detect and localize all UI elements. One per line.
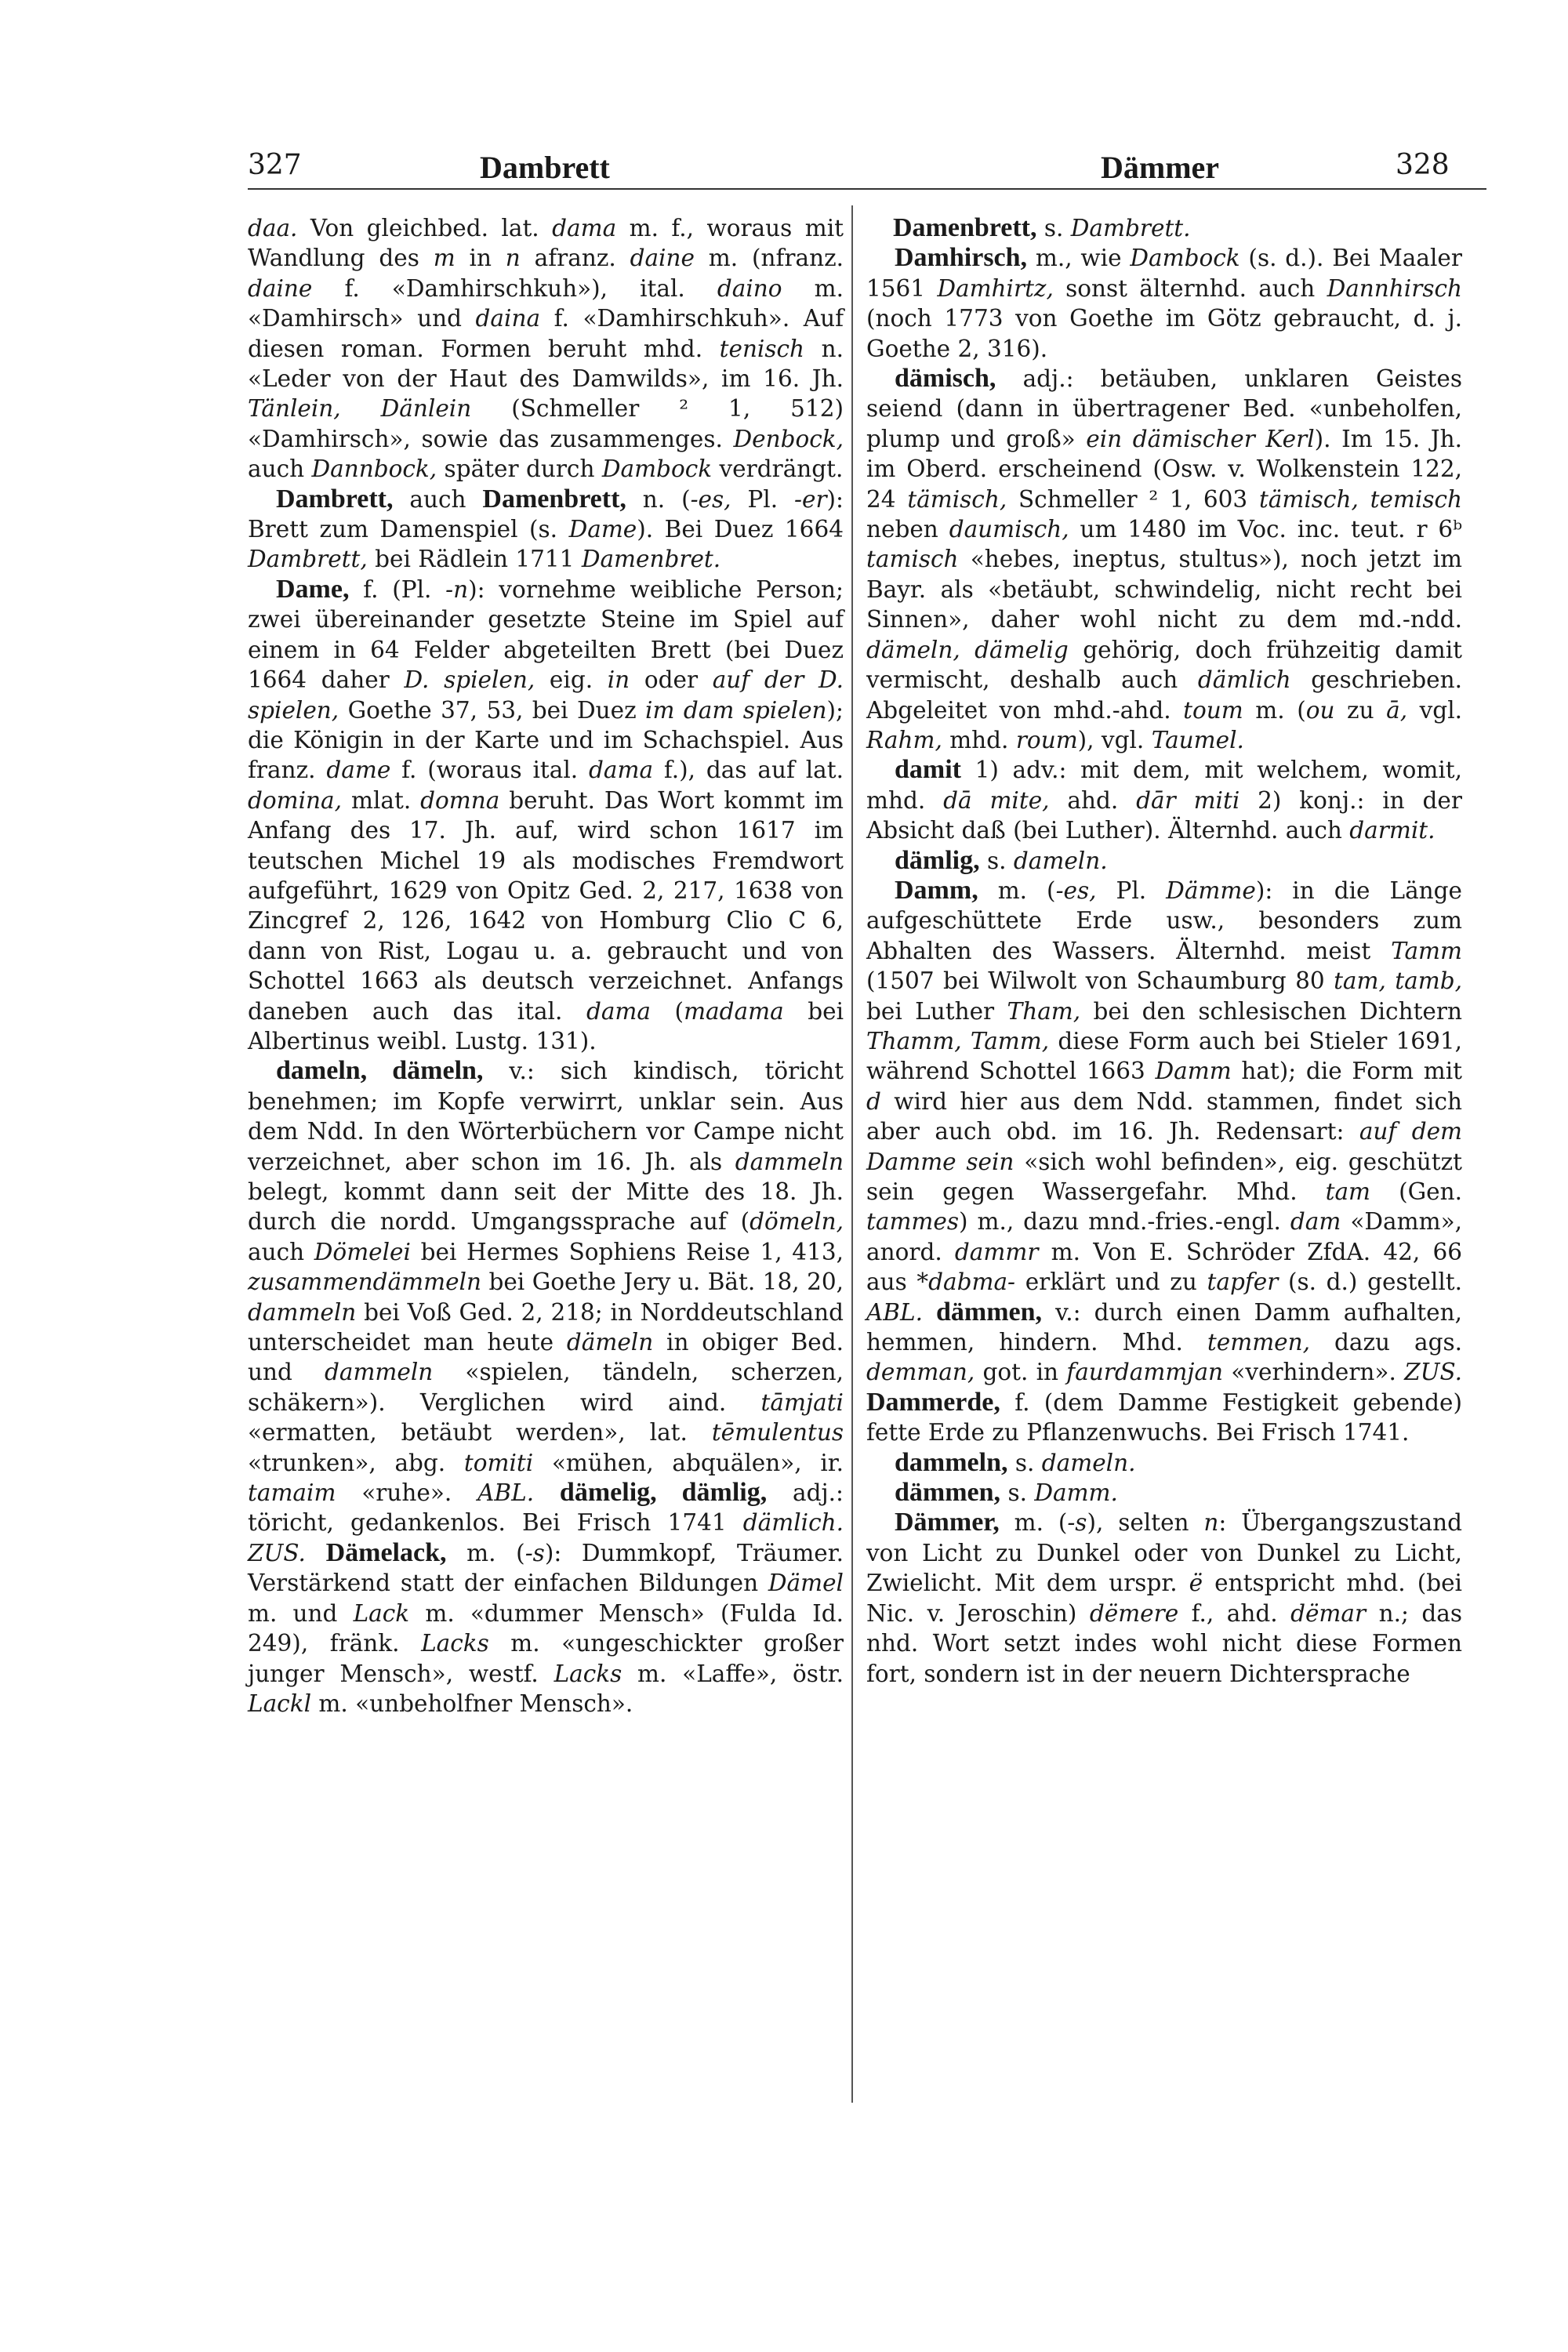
header-rule <box>248 188 1486 190</box>
entry-dammeln: dammeln, s. dameln. <box>895 1447 1136 1477</box>
entry-dameln: dameln, dämeln, v.: sich kindisch, töricht benehmen; im Kopfe verwirrt, unklar sein. Aus dem Ndd. In den Wörterbüchern vor Campe nicht verzeichnet, aber schon im 16. Jh. als dammeln belegt, kommt dann seit der Mitte des 18. Jh. durch die nordd. Umgangssprache auf (dömeln, auch Dömelei bei Hermes Sophiens Reise 1, 413, zusammendämmeln bei Goethe Jery u. Bät. 18, 20, dammeln bei Voß Ged. 2, 218; in Norddeutschland unterscheidet man heute dämeln in obiger Bed. und dammeln «spielen, tändeln, scherzen, schäkern»). Verglichen wird aind. tāmjati «ermatten, betäubt werden», lat. tēmulentus «trunken», abg. tomiti «mühen, abquälen», ir. tamaim «ruhe». ABL. dämelig, dämlig, adj.: töricht, gedankenlos. Bei Frisch 1741 dämlich. ZUS. Dämelack, m. (-s): Dummkopf, Träumer. Verstärkend statt der einfachen Bildungen Dämel m. und Lack m. «dummer Mensch» (Fulda Id. 249), fränk. Lacks m. «ungeschickter großer junger Mensch», westf. Lacks m. «Laffe», östr. Lackl m. «unbeholfner Mensch». <box>248 1056 844 1717</box>
left-guide-word: Dambrett <box>480 150 610 185</box>
entry-damit: damit 1) adv.: mit dem, mit welchem, womit, mhd. dā mite, ahd. dār miti 2) konj.: in der Absicht daß (bei Luther). Älternhd. auch darmit. <box>866 755 1462 844</box>
entry-daemmer: Dämmer, m. (-s), selten n: Übergangszustand von Licht zu Dunkel oder von Dunkel zu Licht, Zwielicht. Mit dem urspr. ë entspricht mhd. (bei Nic. v. Jeroschin) dëmere f., ahd. dëmar n.; das nhd. Wort setzt indes wohl nicht diese Formen fort, sondern ist in der neuern Dichtersprache <box>866 1508 1463 1687</box>
entry-damm: Damm, m. (-es, Pl. Dämme): in die Länge aufgeschüttete Erde usw., besonders zum Abhalten des Wassers. Älternhd. meist Tamm (1507 bei Wilwolt von Schaumburg 80 tam, tamb, bei Luther Tham, bei den schlesischen Dichtern Thamm, Tamm, diese Form auch bei Stieler 1691, während Schottel 1663 Damm hat); die Form mit d wird hier aus dem Ndd. stammen, findet sich aber auch obd. im 16. Jh. Redensart: auf dem Damme sein «sich wohl befinden», eig. geschützt sein gegen Wassergefahr. Mhd. tam (Gen. tammes) m., dazu mnd.-fries.-engl. dam «Damm», anord. dammr m. Von E. Schröder ZfdA. 42, 66 aus *dabma- erklärt und zu tapfer (s. d.) gestellt. ABL. dämmen, v.: durch einen Damm aufhalten, hemmen, hindern. Mhd. temmen, dazu ags. demman, got. in faurdammjan «verhindern». ZUS. Dammerde, f. (dem Damme Festigkeit gebende) fette Erde zu Pflanzenwuchs. Bei Frisch 1741. <box>866 875 1463 1446</box>
entry-continuation-daa: daa. Von gleichbed. lat. dama m. f., woraus mit Wandlung des m in n afranz. daine m. (nfranz. daine f. «Damhirschkuh»), ital. daino m. «Damhirsch» und daina f. «Damhirschkuh». Auf diesen roman. Formen beruht mhd. tenisch n. «Leder von der Haut des Damwilds», im 16. Jh. Tänlein, Dänlein (Schmeller ² 1, 512) «Damhirsch», sowie das zusammenges. Denbock, auch Dannbock, später durch Dambock verdrängt. <box>248 215 844 483</box>
left-page-number: 327 <box>248 149 302 181</box>
right-page-number: 328 <box>1396 149 1450 181</box>
entry-dambrett: Dambrett, auch Damenbrett, n. (-es, Pl. -er): Brett zum Damenspiel (s. Dame). Bei Duez 1664 Dambrett, bei Rädlein 1711 Damenbret. <box>248 484 844 573</box>
entry-damhirsch: Damhirsch, m., wie Dambock (s. d.). Bei Maaler 1561 Damhirtz, sonst älternhd. auch Dannhirsch (noch 1773 von Goethe im Götz gebraucht, d. j. Goethe 2, 316). <box>866 243 1462 362</box>
entry-damenbrett: Damenbrett, s. Dambrett. <box>893 213 1191 242</box>
right-column <box>866 213 1462 1689</box>
column-divider <box>851 205 853 2103</box>
entry-daemisch: dämisch, adj.: betäuben, unklaren Geistes seiend (dann in übertragener Bed. «unbeholfen, plump und groß» ein dämischer Kerl). Im 15. Jh. im Oberd. erscheinend (Osw. v. Wolkenstein 122, 24 tämisch, Schmeller ² 1, 603 tämisch, temisch neben daumisch, um 1480 im Voc. inc. teut. r 6ᵇ tamisch «hebes, ineptus, stultus»), noch jetzt im Bayr. als «betäubt, schwindelig, nicht recht bei Sinnen», daher wohl nicht zu dem md.-ndd. dämeln, dämelig gehörig, doch frühzeitig damit vermischt, deshalb auch dämlich geschrieben. Abgeleitet von mhd.-ahd. toum m. (ou zu ā, vgl. Rahm, mhd. roum), vgl. Taumel. <box>866 364 1463 753</box>
right-guide-word: Dämmer <box>1101 150 1220 185</box>
entry-dame: Dame, f. (Pl. -n): vornehme weibliche Person; zwei übereinander gesetzte Steine im Spiel auf einem in 64 Felder abgeteilten Brett (bei Duez 1664 daher D. spielen, eig. in oder auf der D. spielen, Goethe 37, 53, bei Duez im dam spielen); die Königin in der Karte und im Schachspiel. Aus franz. dame f. (woraus ital. dama f.), das auf lat. domina, mlat. domna beruht. Das Wort kommt im Anfang des 17. Jh. auf, wird schon 1617 im teutschen Michel 19 als modisches Fremdwort aufgeführt, 1629 von Opitz Ged. 2, 217, 1638 von Zincgref 2, 126, 1642 von Homburg Clio C 6, dann von Rist, Logau u. a. gebraucht und von Schottel 1663 als deutsch verzeichnet. Anfangs daneben auch das ital. dama (madama bei Albertinus weibl. Lustg. 131). <box>248 574 844 1054</box>
entry-daemlig: dämlig, s. dameln. <box>895 845 1108 875</box>
left-column <box>248 213 844 1719</box>
entry-daemmen: dämmen, s. Damm. <box>895 1478 1118 1508</box>
